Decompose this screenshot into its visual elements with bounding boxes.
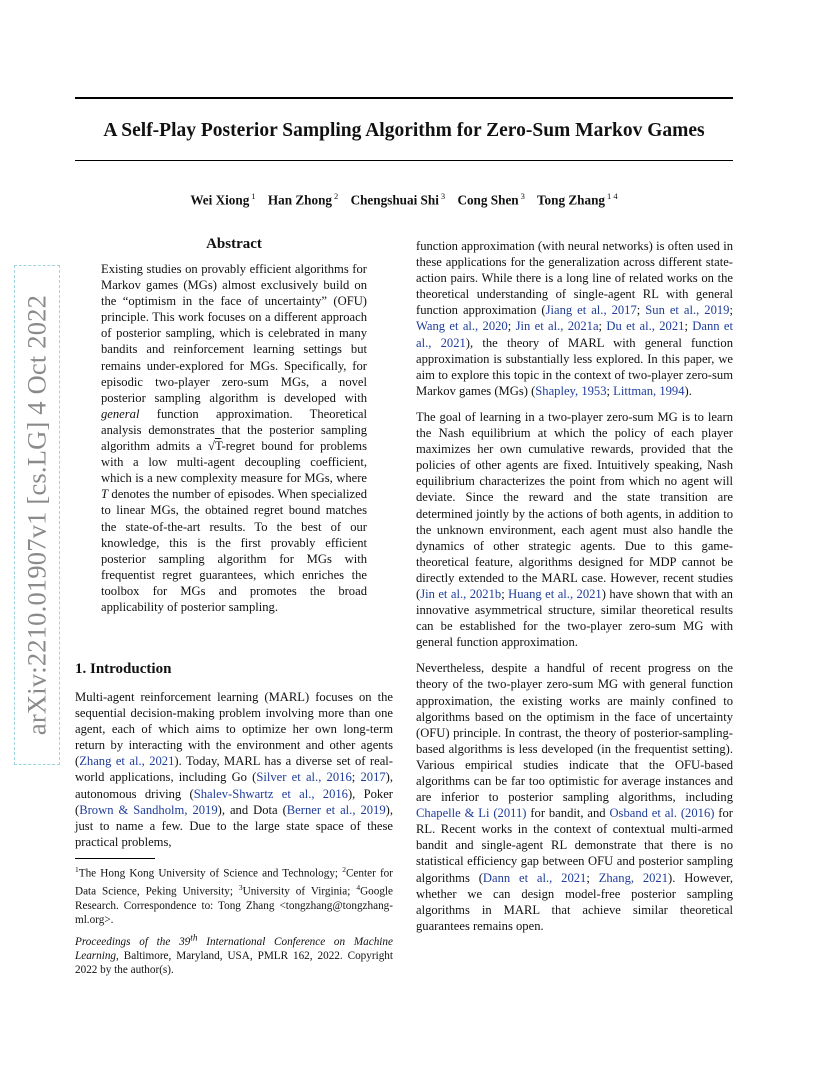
author-list: Wei Xiong $^1$ Han Zhong $^2$ Chengshuai Shi $^3$ Cong Shen $^3$ Tong Zhang $^{1 4}$ [190,191,618,208]
citation-link[interactable]: Dann et al., 2021 [482,870,587,885]
right-column [416,238,733,934]
title-bottom-rule [75,160,733,161]
arxiv-stamp [14,265,60,765]
proceedings-note: Proceedings of the 39th International Conference on Machine Learning, Baltimore, Maryland, USA, PMLR 162, 2022. Copyright 2022 by the author(s). [75,933,393,977]
citation-link[interactable]: Zhang, 2021 [598,870,669,885]
citation-link[interactable]: Jin et al., 2021b [420,586,502,601]
footnote-rule [75,858,155,859]
citation-link[interactable]: Sun et al., 2019 [645,303,730,318]
paragraph: The goal of learning in a two-player zero-sum MG is to learn the Nash equilibrium at which the policy of each player maximizes her own cumulative rewards, provided that the policies of other agents are fixed. Intuitively speaking, Nash equilibrium characterizes the point from which no agent will deviate. Since the reward and the state transition are determined jointly by the actions of both agents, in addition to the unknown environment, each agent must also handle the dynamics of other strategic agents. Due to this game-theoretical feature, algorithms designed for MDP cannot be directly extended to the MARL case. However, recent studies (Jin et al., 2021b; Huang et al., 2021) have shown that with an innovative asymmetrical structure, similar theoretical results can be established for the two-player zero-sum MG with general function approximation. [416,409,733,650]
citation-link[interactable]: Berner et al., 2019 [286,802,386,817]
intro-paragraph: Multi-agent reinforcement learning (MARL) focuses on the sequential decision-making problem involving more than one agent, each of which aims to optimize her own long-term return by interacting with the environment and other agents (Zhang et al., 2021). Today, MARL has a diverse set of real-world applications, including Go (Silver et al., 2016; 2017), autonomous driving (Shalev-Shwartz et al., 2016), Poker (Brown & Sandholm, 2019), and Dota (Berner et al., 2019), just to name a few. Due to the large state space of these practical problems, [75,690,393,849]
citation-link[interactable]: Silver et al., 2016 [256,770,352,785]
author: Tong Zhang [536,192,606,208]
citation-link[interactable]: Littman, 1994 [613,383,685,398]
title-top-rule [75,97,733,99]
citation-link[interactable]: Zhang et al., 2021 [79,754,175,769]
citation-link[interactable]: Du et al., 2021 [606,319,685,334]
author: Cong Shen [457,192,519,208]
section-heading-introduction: 1. Introduction [75,661,172,677]
citation-link[interactable]: Shapley, 1953 [535,383,607,398]
author: Han Zhong [267,192,333,208]
author: Wei Xiong [190,192,250,208]
paragraph: function approximation (with neural networks) is often used in these applications for the generalization across different state-action pairs. While there is a long line of related works on the theoretical understanding of single-agent RL with general function approximation (Jiang et al., 2017; Sun et al., 2019; Wang et al., 2020; Jin et al., 2021a; Du et al., 2021; Dann et al., 2021), the theory of MARL with general function approximation is substantially less explored. In this paper, we aim to explore this topic in the context of two-player zero-sum Markov games (MGs) (Shapley, 1953; Littman, 1994). [416,239,733,398]
citation-link[interactable]: Dann et al., 2021 [416,319,733,350]
affiliation-footnote: $^1$The Hong Kong University of Science and Technology; $^2$Center for Data Science, Peking University; $^3$University of Virginia; $^4$Google Research. Correspondence to: Tong Zhang <tongzhang@tongzhang-ml.org>. [75,865,393,927]
paper-title: A Self-Play Posterior Sampling Algorithm for Zero-Sum Markov Games [103,120,705,141]
citation-link[interactable]: Jiang et al., 2017 [545,303,637,318]
paragraph: Nevertheless, despite a handful of recent progress on the theory of the two-player zero-sum MG with general function approximation, the existing works are mainly confined to algorithms based on the optimism in the face of uncertainty (OFU) principle. In contrast, the theory of posterior-sampling-based algorithms is less developed (in the frequentist setting). Various empirical studies indicate that the OFU-based algorithms can be far too optimistic for average instances and are inferior to posterior sampling algorithms, including Chapelle & Li (2011) for bandit, and Osband et al. (2016) for RL. Recent works in the context of contextual multi-armed bandit and single-agent RL demonstrate that there is no statistical efficiency gap between OFU and posterior sampling algorithms (Dann et al., 2021; Zhang, 2021). However, whether we can design model-free posterior sampling algorithms in MARL that achieve similar theoretical guarantees remains open. [416,661,734,933]
citation-link[interactable]: Jin et al., 2021a [515,319,599,334]
abstract-body: Existing studies on provably efficient algorithms for Markov games (MGs) almost exclusively build on the “optimism in the face of uncertainty” (OFU) principle. This work focuses on a different approach of posterior sampling, which is celebrated in many bandits and reinforcement learning settings but remains under-explored for MGs. Specifically, for episodic two-player zero-sum MGs, a novel posterior sampling algorithm is developed with general function approximation. Theoretical analysis demonstrates that the posterior sampling algorithm admits a √T-regret bound for problems with a low multi-agent decoupling coefficient, which is a new complexity measure for MGs, where T denotes the number of episodes. When specialized to linear MGs, the obtained regret bound matches the state-of-the-art results. To the best of our knowledge, this is the first provably efficient posterior sampling algorithm for MGs with frequentist regret guarantees, which enriches the toolbox for MGs and promotes the broad applicability of posterior sampling. [101,262,367,614]
citation-link[interactable]: Shalev-Shwartz et al., 2016 [193,786,348,801]
citation-link[interactable]: 2017 [360,770,386,785]
citation-link[interactable]: Osband et al. (2016) [609,806,715,821]
arxiv-stamp-text: arXiv:2210.01907v1 [cs.LG] 4 Oct 2022 [21,294,52,736]
citation-link[interactable]: Chapelle & Li (2011) [416,806,527,821]
citation-link[interactable]: Huang et al., 2021 [508,586,602,601]
abstract-heading: Abstract [206,236,262,252]
citation-link[interactable]: Wang et al., 2020 [416,319,508,334]
citation-link[interactable]: Brown & Sandholm, 2019 [79,802,218,817]
author: Chengshuai Shi [350,192,439,208]
